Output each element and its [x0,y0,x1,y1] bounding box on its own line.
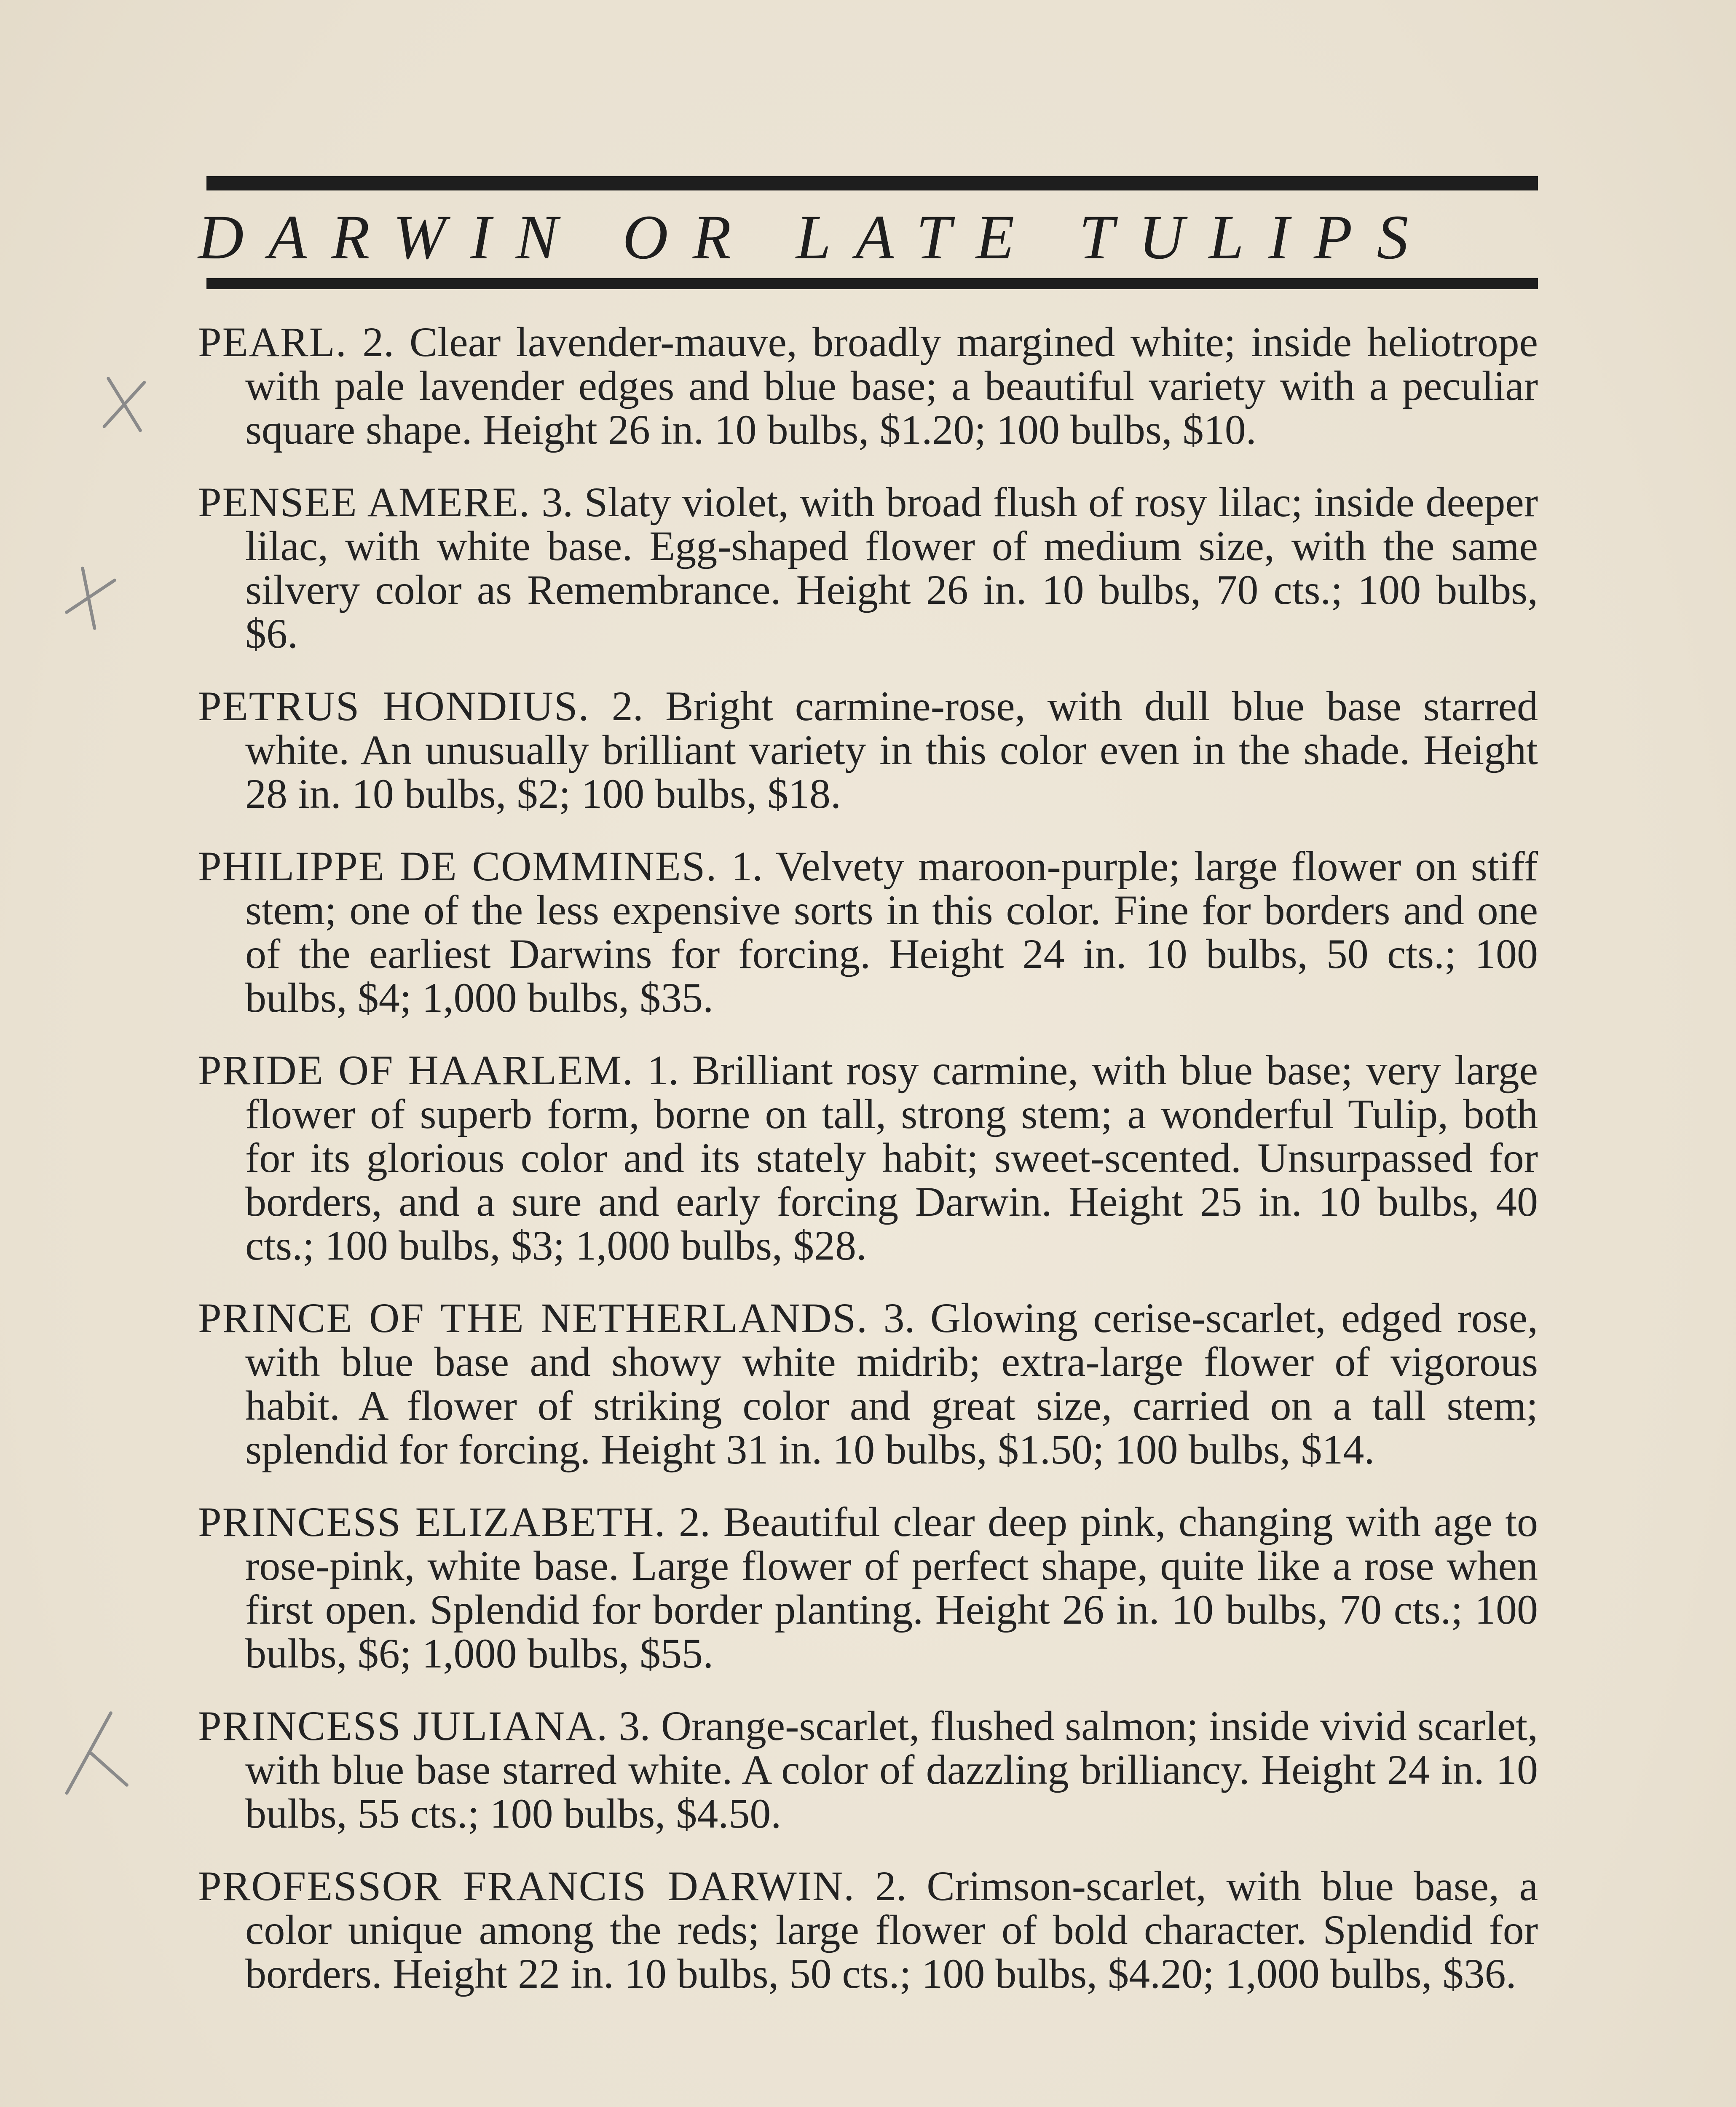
entry-description: 3. Slaty violet, with broad flush of rosy lilac; inside deeper lilac, with white base. Egg-shaped flower of medium size, with the same silvery color as Remembrance. Height 26 in. 10 bulbs, 70 cts.; 100 bulbs, $6. [245,479,1538,657]
entry-description: 2. Crimson-scarlet, with blue base, a color unique among the reds; large flower of bold character. Splendid for borders. Height 22 in. 10 bulbs, 50 cts.; 100 bulbs, $4.20; 1,000 bulbs, $36. [245,1863,1538,1997]
entry-name: PENSEE AMERE. [198,479,530,525]
entry-name: PRINCE OF THE NETHERLANDS. [198,1295,868,1341]
pencil-x-mark-icon [55,1702,135,1804]
entry-name: PHILIPPE DE COMMINES. [198,843,718,890]
entry-pensee-amere [198,480,1538,656]
entry-name: PRINCESS ELIZABETH. [198,1498,666,1545]
tulip-entries [198,320,1538,2024]
entry-name: PEARL. [198,319,347,365]
pencil-x-mark-icon [84,362,164,442]
entry-name: PRINCESS JULIANA. [198,1702,608,1749]
header-rule-bottom [206,278,1538,289]
entry-name: PETRUS HONDIUS. [198,683,590,729]
entry-pride-of-haarlem [198,1048,1538,1268]
entry-description: 3. Glowing cerise-scarlet, edged rose, with blue base and showy white midrib; extra-large flower of vigorous habit. A flower of striking color and great size, carried on a tall stem; splendid for forcing. Height 31 in. 10 bulbs, $1.50; 100 bulbs, $14. [245,1295,1538,1473]
entry-description: 1. Velvety maroon-purple; large flower on stiff stem; one of the less expensive sorts in this color. Fine for borders and one of the earliest Darwins for forcing. Height 24 in. 10 bulbs, 50 cts.; 100 bulbs, $4; 1,000 bulbs, $35. [245,843,1538,1021]
entry-description: 2. Beautiful clear deep pink, changing with age to rose-pink, white base. Large flower of perfect shape, quite like a rose when first open. Splendid for border planting. Height 26 in. 10 bulbs, 70 cts.; 100 bulbs, $6; 1,000 bulbs, $55. [245,1498,1538,1677]
header-rule-top [206,176,1538,190]
entry-petrus-hondius [198,684,1538,816]
entry-professor-francis-darwin [198,1864,1538,1996]
entry-name: PRIDE OF HAARLEM. [198,1047,634,1094]
entry-pearl [198,320,1538,452]
entry-description: 1. Brilliant rosy carmine, with blue base; very large flower of superb form, borne on tall, strong stem; a wonderful Tulip, both for its glorious color and its stately habit; sweet-scented. Unsurpassed for borders, and a sure and early forcing Darwin. Height 25 in. 10 bulbs, 40 cts.; 100 bulbs, $3; 1,000 bulbs, $28. [245,1047,1538,1269]
entry-princess-juliana [198,1704,1538,1836]
entry-philippe-de-commines [198,844,1538,1020]
entry-princess-elizabeth [198,1500,1538,1675]
entry-description: 2. Bright carmine-rose, with dull blue base starred white. An unusually brilliant variety in this color even in the shade. Height 28 in. 10 bulbs, $2; 100 bulbs, $18. [245,683,1538,817]
page-title: DARWIN OR LATE TULIPS [198,202,1433,272]
entry-name: PROFESSOR FRANCIS DARWIN. [198,1863,855,1909]
entry-description: 3. Orange-scarlet, flushed salmon; inside vivid scarlet, with blue base starred white. A color of dazzling brilliancy. Height 24 in. 10 bulbs, 55 cts.; 100 bulbs, $4.50. [245,1702,1538,1837]
entry-description: 2. Clear lavender-mauve, broadly margined white; inside heliotrope with pale lavender edges and blue base; a beautiful variety with a peculiar square shape. Height 26 in. 10 bulbs, $1.20; 100 bulbs, $10. [245,319,1538,453]
pencil-x-mark-icon [51,556,131,636]
entry-prince-of-the-netherlands [198,1296,1538,1472]
